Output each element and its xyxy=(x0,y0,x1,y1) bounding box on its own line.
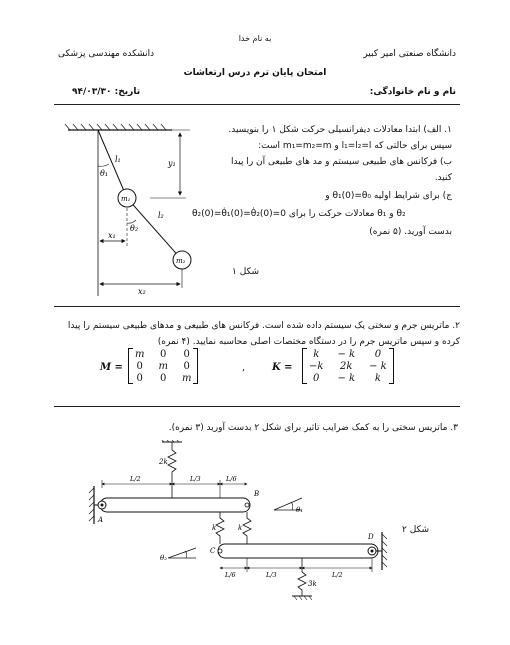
q1-line5: ج) برای شرایط اولیه θ₁(0)=θ₀ و xyxy=(325,191,452,201)
dim-top-2-label: L/3 xyxy=(190,475,201,483)
dim-bot-1-label: L/6 xyxy=(225,571,236,579)
double-pendulum-figure xyxy=(60,118,220,298)
top-spring-2k xyxy=(161,440,182,498)
header-divider xyxy=(54,104,460,105)
stiffness-matrix-label: K = xyxy=(272,362,293,373)
q2-divider xyxy=(54,406,460,407)
faculty-name: دانشکده مهندسی پزشکی xyxy=(58,49,155,59)
y1-label: y₁ xyxy=(168,159,176,168)
rod-1 xyxy=(98,130,127,198)
point-c-label: C xyxy=(210,547,216,555)
q1-line3: ب) فرکانس های طبیعی سیستم و مد های طبیعی آن را پیدا xyxy=(231,157,452,167)
bismillah: به نام خدا xyxy=(238,34,272,43)
dim-bot-2-label: L/3 xyxy=(266,571,277,579)
m1-label: m₁ xyxy=(121,195,131,203)
dim-top-3-label: L/6 xyxy=(226,475,237,483)
theta1-label: θ₁ xyxy=(100,169,109,178)
name-label: نام و نام خانوادگی: xyxy=(369,87,456,97)
exam-title: امتحان پایان ترم درس ارتعاشات xyxy=(183,68,327,78)
l2-label: l₂ xyxy=(158,211,164,220)
beam-ab xyxy=(100,498,250,512)
q3-line1: ۳. ماتریس سختی را به کمک ضرایب تاثیر برای شکل ۲ بدست آورید (۳ نمره). xyxy=(168,423,458,433)
dim-bot-3-label: L/2 xyxy=(332,571,343,579)
mass-matrix-label: M = xyxy=(100,362,123,373)
m2-label: m₂ xyxy=(176,257,186,265)
q2-line2: کرده و سپس ماتریس جرم را در دستگاه مختصات اصلی محاسبه نمایید. (۴ نمره) xyxy=(157,337,460,347)
matrix-comma: , xyxy=(242,362,246,373)
ceiling-hatch xyxy=(65,124,172,130)
figure1-caption: شکل ۱ xyxy=(232,267,260,277)
mid-spring1-label: k xyxy=(212,524,217,532)
stiffness-matrix: k − k 0 −k 2k − k 0 − k k xyxy=(302,348,394,384)
q1-divider xyxy=(54,306,460,307)
two-beam-figure xyxy=(88,440,398,605)
bottom-spring-label: 3k xyxy=(308,580,317,588)
q2-line1: ۲. ماتریس جرم و سختی یک سیستم داده شده است. فرکانس های طبیعی و مدهای طبیعی سیستم را پیدا xyxy=(67,321,460,331)
q1-line7: بدست آورید. (۵ نمره) xyxy=(369,227,452,237)
dim-top-1-label: L/2 xyxy=(130,475,141,483)
date-label: تاریخ: ۹۴/۰۳/۳۰ xyxy=(72,87,141,97)
q1-line2: سپس برای حالتی که l₁=l₂=l و m₁=m₂=m است: xyxy=(258,141,452,151)
q1-line1: ۱. الف) ابتدا معادلات دیفرانسیلی حرکت شکل ۱ را بنویسید. xyxy=(228,125,452,135)
q1-line4: کنید. xyxy=(434,173,452,183)
point-b-label: B xyxy=(254,490,260,498)
theta2-label: θ₂ xyxy=(160,554,168,562)
beam-cd xyxy=(218,544,378,558)
q1-line6: θ₂(0)=θ̇₁(0)=θ̇₂(0)=0 معادلات حرکت را برای θ₁ و θ₂ xyxy=(192,209,406,219)
left-wall xyxy=(89,486,94,524)
figure2-caption: شکل ۲ xyxy=(402,525,430,535)
university-name: دانشگاه صنعتی امیر کبیر xyxy=(363,49,456,59)
mass-matrix: m 0 0 0 m 0 0 0 m xyxy=(128,348,198,384)
top-spring-label: 2k xyxy=(159,458,168,466)
x1-label: x₁ xyxy=(108,231,116,240)
point-a-label: A xyxy=(98,516,104,524)
right-wall xyxy=(382,532,387,570)
point-d-label: D xyxy=(368,533,374,541)
l1-label: l₁ xyxy=(115,155,121,164)
mid-spring2-label: k xyxy=(238,524,243,532)
theta1-label: θ₁ xyxy=(296,506,304,514)
theta2-indicator xyxy=(168,548,196,558)
x2-label: x₂ xyxy=(138,287,146,296)
theta2-label: θ₂ xyxy=(130,224,139,233)
middle-spring-left xyxy=(216,512,224,544)
bottom-spring-3k xyxy=(292,558,312,600)
middle-spring-right xyxy=(243,512,251,544)
